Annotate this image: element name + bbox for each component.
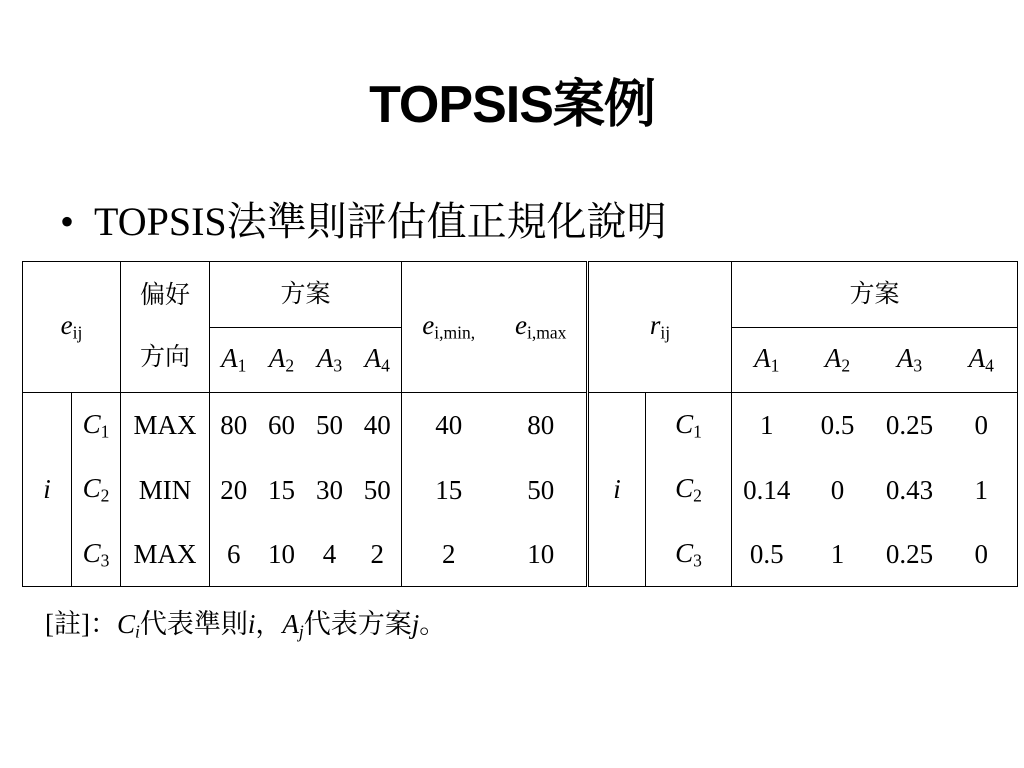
alt-header: $A_3$	[874, 328, 946, 393]
direction-cell: MAX	[121, 523, 210, 587]
value-cell: 1	[760, 409, 774, 440]
emax-header: $e_{i,max}$	[496, 262, 587, 393]
eij-header: $e_{ij}$	[23, 262, 121, 393]
value-cell: 60	[268, 409, 295, 440]
value-cell: 50	[354, 458, 402, 523]
value-cell: 1	[946, 458, 1018, 523]
emin-cell: 40	[435, 409, 463, 440]
alt-header: $A_1$	[732, 328, 802, 393]
value-cell: 0	[946, 523, 1018, 587]
emax-cell: 10	[496, 523, 587, 587]
alt-header: $A_2$	[802, 328, 874, 393]
table-row	[23, 393, 587, 458]
row-index: i	[589, 393, 646, 587]
footnote: [註]：$C_i$代表準則i，$A_j$代表方案j。	[45, 609, 447, 642]
value-cell: 30	[316, 474, 343, 505]
rij-header: $r_{ij}$	[589, 262, 732, 393]
scheme-header: 方案	[732, 262, 1018, 328]
criterion-label: $C_1$	[646, 393, 732, 458]
value-cell: 0.5	[732, 523, 802, 587]
value-cell: 0	[946, 393, 1018, 458]
alt-header: $A_3$	[306, 328, 354, 393]
value-cell: 20	[220, 474, 248, 505]
value-cell: 80	[220, 409, 248, 440]
value-cell: 2	[354, 523, 402, 587]
row-index: i	[23, 393, 72, 587]
emin-cell: 2	[402, 523, 496, 587]
value-cell: 15	[268, 474, 295, 505]
scheme-header: 方案	[210, 262, 402, 328]
direction-cell: MAX	[121, 393, 210, 458]
value-cell: 0.5	[820, 409, 855, 440]
table-row	[23, 458, 587, 523]
table-row	[589, 523, 1018, 587]
value-cell: 0.43	[885, 474, 934, 505]
value-cell: 10	[258, 523, 306, 587]
table-row	[589, 393, 1018, 458]
bullet-text: TOPSIS法準則評估值正規化說明	[94, 199, 667, 244]
value-cell: 0.25	[885, 409, 934, 440]
value-cell: 0.25	[874, 523, 946, 587]
criterion-label: $C_2$	[72, 458, 121, 523]
value-cell: 4	[306, 523, 354, 587]
value-cell: 6	[210, 523, 258, 587]
alt-header: $A_2$	[258, 328, 306, 393]
value-cell: 0.14	[743, 474, 791, 505]
direction-cell: MIN	[121, 458, 210, 523]
value-cell: 40	[354, 393, 402, 458]
alt-header: $A_1$	[210, 328, 258, 393]
raw-score-table	[22, 261, 587, 587]
bullet-icon: •	[60, 199, 75, 244]
alt-header: $A_4$	[354, 328, 402, 393]
emax-cell: 80	[496, 393, 587, 458]
criterion-label: $C_1$	[72, 393, 121, 458]
value-cell: 50	[316, 409, 343, 440]
criterion-label: $C_3$	[646, 523, 732, 587]
emin-header: $e_{i,min,}$	[402, 262, 496, 393]
criterion-label: $C_2$	[646, 458, 732, 523]
alt-header: $A_4$	[946, 328, 1018, 393]
value-cell: 0	[830, 474, 845, 505]
table-row	[589, 458, 1018, 523]
normalized-score-table	[588, 261, 1018, 587]
emin-cell: 15	[435, 474, 463, 505]
value-cell: 1	[802, 523, 874, 587]
preference-header: 偏好 方向	[121, 262, 210, 393]
criterion-label: $C_3$	[72, 523, 121, 587]
table-row	[23, 523, 587, 587]
slide-title: TOPSIS案例	[369, 76, 655, 134]
bullet-item	[60, 190, 667, 247]
emax-cell: 50	[496, 458, 587, 523]
